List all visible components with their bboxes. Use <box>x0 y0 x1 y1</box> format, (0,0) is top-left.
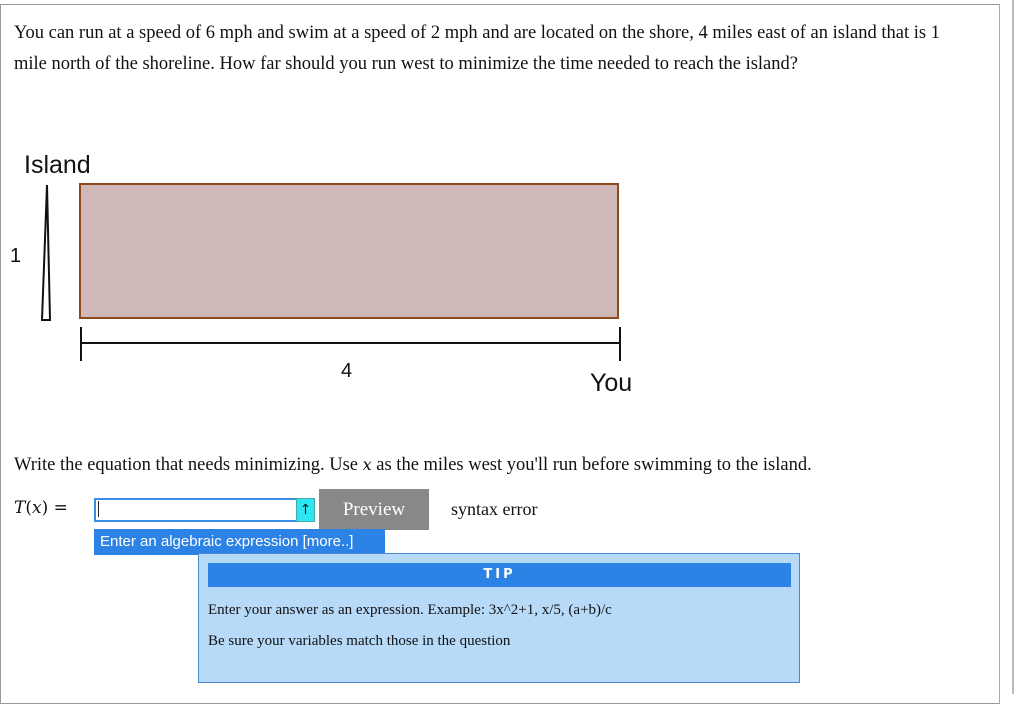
tip-line-variables: Be sure your variables match those in the question <box>208 633 511 649</box>
island-diagram <box>0 140 700 410</box>
height-marker-icon <box>42 185 50 320</box>
instruction-variable: x <box>362 455 372 474</box>
syntax-status: syntax error <box>451 499 538 519</box>
input-hint-tooltip[interactable]: Enter an algebraic expression [more..] <box>94 529 385 555</box>
text-caret <box>98 501 99 517</box>
tip-title: TIP <box>208 563 791 587</box>
tip-line-example: Enter your answer as an expression. Example: 3x^2+1, x/5, (a+b)/c <box>208 602 612 618</box>
question-text: You can run at a speed of 6 mph and swim at a speed of 2 mph and are located on the shore, 4 miles east of an island that is 1 mile north of the shoreline. How far should you run west to minimize the time needed to reach the island? <box>14 23 940 74</box>
island-label: Island <box>24 151 91 179</box>
instruction-before: Write the equation that needs minimizing. Use <box>14 455 363 475</box>
you-label: You <box>590 369 633 397</box>
height-label: 1 <box>10 245 22 267</box>
scrollbar-edge[interactable] <box>1012 0 1014 694</box>
distance-label: 4 <box>341 360 353 382</box>
answer-input[interactable] <box>94 498 298 522</box>
instruction-text <box>14 455 812 476</box>
preview-button[interactable]: Preview <box>319 489 429 530</box>
tip-box <box>198 553 800 683</box>
instruction-after: as the miles west you'll run before swimming to the island. <box>371 455 812 475</box>
math-entry-toggle-icon[interactable]: ↑ <box>296 498 315 522</box>
shoreline-rectangle <box>80 184 618 318</box>
equation-label: T(x) = <box>14 498 68 518</box>
